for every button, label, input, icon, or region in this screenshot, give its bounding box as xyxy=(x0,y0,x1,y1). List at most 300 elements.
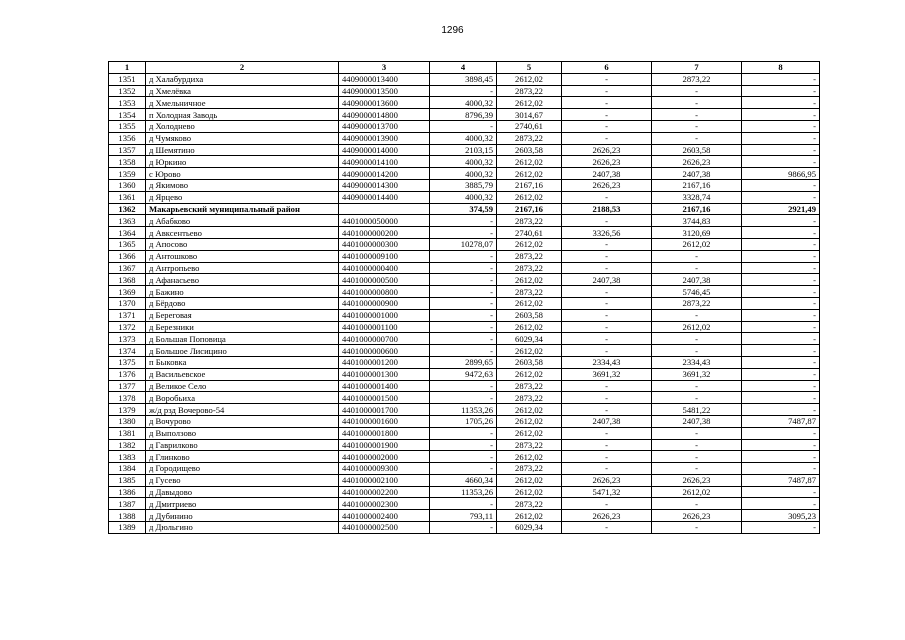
col-6-value: 2626,23 xyxy=(562,156,652,168)
row-number: 1382 xyxy=(109,439,146,451)
col-7-value: - xyxy=(652,498,742,510)
oktmo-code: 4401000001300 xyxy=(339,368,430,380)
col-4-value: - xyxy=(430,427,497,439)
col-8-value: - xyxy=(742,486,820,498)
row-number: 1367 xyxy=(109,262,146,274)
row-number: 1366 xyxy=(109,250,146,262)
col-5-value: 2873,22 xyxy=(497,380,562,392)
col-7-value: 5746,45 xyxy=(652,286,742,298)
col-4-value: - xyxy=(430,297,497,309)
settlement-name: д Береговая xyxy=(146,309,339,321)
col-7-value: 2626,23 xyxy=(652,156,742,168)
settlement-name: д Гусево xyxy=(146,474,339,486)
col-8-value: - xyxy=(742,274,820,286)
col-8-value: - xyxy=(742,427,820,439)
row-number: 1360 xyxy=(109,179,146,191)
col-5-value: 2873,22 xyxy=(497,85,562,97)
column-header: 8 xyxy=(742,62,820,74)
settlement-name: д Абабково xyxy=(146,215,339,227)
table-row xyxy=(109,191,820,203)
col-6-value: 2334,43 xyxy=(562,356,652,368)
column-header: 7 xyxy=(652,62,742,74)
col-8-value: 9866,95 xyxy=(742,168,820,180)
col-4-value: 3898,45 xyxy=(430,73,497,85)
col-8-value: 2921,49 xyxy=(742,203,820,215)
col-4-value: - xyxy=(430,120,497,132)
col-8-value: 7487,87 xyxy=(742,415,820,427)
table-row xyxy=(109,463,820,475)
settlement-name: д Авксентьево xyxy=(146,227,339,239)
oktmo-code: 4401000000800 xyxy=(339,286,430,298)
col-4-value: 4000,32 xyxy=(430,191,497,203)
col-7-value: 2873,22 xyxy=(652,73,742,85)
col-8-value: - xyxy=(742,120,820,132)
table-row xyxy=(109,215,820,227)
col-7-value: - xyxy=(652,522,742,534)
col-7-value: - xyxy=(652,380,742,392)
col-5-value: 2873,22 xyxy=(497,286,562,298)
table-row xyxy=(109,345,820,357)
table-row xyxy=(109,380,820,392)
row-number: 1388 xyxy=(109,510,146,522)
col-6-value: - xyxy=(562,380,652,392)
table-row xyxy=(109,262,820,274)
oktmo-code: 4401000050000 xyxy=(339,215,430,227)
table-row xyxy=(109,498,820,510)
col-8-value: - xyxy=(742,321,820,333)
column-header: 3 xyxy=(339,62,430,74)
col-7-value: 2626,23 xyxy=(652,474,742,486)
col-8-value: - xyxy=(742,286,820,298)
row-number: 1358 xyxy=(109,156,146,168)
col-7-value: 3120,69 xyxy=(652,227,742,239)
settlement-name: д Афанасьево xyxy=(146,274,339,286)
table-row xyxy=(109,415,820,427)
oktmo-code: 4409000014100 xyxy=(339,156,430,168)
col-7-value: 2612,02 xyxy=(652,321,742,333)
settlement-name: д Юркино xyxy=(146,156,339,168)
col-6-value: - xyxy=(562,262,652,274)
col-5-value: 2612,02 xyxy=(497,191,562,203)
tariff-table xyxy=(108,61,820,534)
row-number: 1387 xyxy=(109,498,146,510)
row-number: 1370 xyxy=(109,297,146,309)
col-7-value: - xyxy=(652,120,742,132)
row-number: 1361 xyxy=(109,191,146,203)
settlement-name: д Большое Лисицино xyxy=(146,345,339,357)
col-7-value: 2407,38 xyxy=(652,168,742,180)
settlement-name: д Большая Поповица xyxy=(146,333,339,345)
table-row xyxy=(109,309,820,321)
col-5-value: 2612,02 xyxy=(497,404,562,416)
col-5-value: 6029,34 xyxy=(497,522,562,534)
col-8-value: - xyxy=(742,451,820,463)
settlement-name: д Якимово xyxy=(146,179,339,191)
row-number: 1385 xyxy=(109,474,146,486)
col-8-value: - xyxy=(742,368,820,380)
table-row xyxy=(109,132,820,144)
col-4-value: - xyxy=(430,498,497,510)
col-5-value: 2873,22 xyxy=(497,439,562,451)
col-4-value: 2899,65 xyxy=(430,356,497,368)
col-6-value: - xyxy=(562,439,652,451)
row-number: 1357 xyxy=(109,144,146,156)
col-4-value: 10278,07 xyxy=(430,238,497,250)
col-8-value: - xyxy=(742,392,820,404)
oktmo-code: 4401000001700 xyxy=(339,404,430,416)
oktmo-code: 4401000001600 xyxy=(339,415,430,427)
col-7-value: - xyxy=(652,392,742,404)
col-4-value: - xyxy=(430,345,497,357)
col-6-value: - xyxy=(562,321,652,333)
row-number: 1354 xyxy=(109,109,146,121)
settlement-name: д Выползово xyxy=(146,427,339,439)
col-8-value: - xyxy=(742,191,820,203)
settlement-name: д Воробьиха xyxy=(146,392,339,404)
table-row xyxy=(109,451,820,463)
table-row xyxy=(109,144,820,156)
col-4-value: 4000,32 xyxy=(430,168,497,180)
col-4-value: - xyxy=(430,250,497,262)
col-6-value: - xyxy=(562,250,652,262)
col-6-value: - xyxy=(562,498,652,510)
col-4-value: 4660,34 xyxy=(430,474,497,486)
col-4-value: - xyxy=(430,392,497,404)
row-number: 1351 xyxy=(109,73,146,85)
oktmo-code: 4401000009300 xyxy=(339,463,430,475)
table-row xyxy=(109,238,820,250)
col-5-value: 2612,02 xyxy=(497,238,562,250)
oktmo-code: 4401000002000 xyxy=(339,451,430,463)
column-header: 6 xyxy=(562,62,652,74)
row-number: 1381 xyxy=(109,427,146,439)
col-4-value: 1705,26 xyxy=(430,415,497,427)
col-5-value: 2612,02 xyxy=(497,73,562,85)
col-7-value: 2407,38 xyxy=(652,415,742,427)
col-5-value: 2740,61 xyxy=(497,227,562,239)
col-5-value: 2873,22 xyxy=(497,262,562,274)
col-8-value: - xyxy=(742,73,820,85)
col-4-value: 4000,32 xyxy=(430,132,497,144)
oktmo-code: 4401000009100 xyxy=(339,250,430,262)
col-6-value: - xyxy=(562,427,652,439)
row-number: 1378 xyxy=(109,392,146,404)
oktmo-code: 4409000014200 xyxy=(339,168,430,180)
table-row xyxy=(109,227,820,239)
table-row xyxy=(109,120,820,132)
col-8-value: - xyxy=(742,144,820,156)
col-8-value: - xyxy=(742,522,820,534)
settlement-name: д Бёрдово xyxy=(146,297,339,309)
row-number: 1365 xyxy=(109,238,146,250)
col-7-value: 3744,83 xyxy=(652,215,742,227)
col-4-value: - xyxy=(430,380,497,392)
table-row xyxy=(109,368,820,380)
col-4-value: - xyxy=(430,286,497,298)
col-4-value: 9472,63 xyxy=(430,368,497,380)
col-4-value: - xyxy=(430,451,497,463)
col-6-value: - xyxy=(562,463,652,475)
row-number: 1379 xyxy=(109,404,146,416)
oktmo-code: 4409000014300 xyxy=(339,179,430,191)
col-6-value: - xyxy=(562,215,652,227)
oktmo-code: 4401000002400 xyxy=(339,510,430,522)
settlement-name: д Хмелёвка xyxy=(146,85,339,97)
col-7-value: - xyxy=(652,439,742,451)
col-5-value: 2612,02 xyxy=(497,474,562,486)
row-number: 1368 xyxy=(109,274,146,286)
table-row xyxy=(109,522,820,534)
col-7-value: 2407,38 xyxy=(652,274,742,286)
table-row xyxy=(109,85,820,97)
col-7-value: - xyxy=(652,250,742,262)
col-6-value: 2626,23 xyxy=(562,144,652,156)
col-7-value: 3328,74 xyxy=(652,191,742,203)
col-6-value: - xyxy=(562,109,652,121)
col-4-value: 793,11 xyxy=(430,510,497,522)
col-5-value: 2740,61 xyxy=(497,120,562,132)
table-row xyxy=(109,250,820,262)
settlement-name: д Березники xyxy=(146,321,339,333)
col-6-value: 2407,38 xyxy=(562,274,652,286)
oktmo-code: 4401000001200 xyxy=(339,356,430,368)
col-4-value: 4000,32 xyxy=(430,156,497,168)
col-6-value: - xyxy=(562,120,652,132)
row-number: 1359 xyxy=(109,168,146,180)
col-4-value: 3885,79 xyxy=(430,179,497,191)
col-4-value: - xyxy=(430,262,497,274)
col-7-value: 2873,22 xyxy=(652,297,742,309)
settlement-name: д Бажино xyxy=(146,286,339,298)
settlement-name: д Холоднево xyxy=(146,120,339,132)
col-8-value: - xyxy=(742,227,820,239)
settlement-name: д Ярцево xyxy=(146,191,339,203)
table-row xyxy=(109,392,820,404)
table-header-row xyxy=(109,62,820,74)
settlement-name: д Васильевское xyxy=(146,368,339,380)
oktmo-code: 4409000014400 xyxy=(339,191,430,203)
col-8-value: 3095,23 xyxy=(742,510,820,522)
col-7-value: - xyxy=(652,345,742,357)
col-6-value: 2626,23 xyxy=(562,179,652,191)
col-8-value: - xyxy=(742,109,820,121)
table-row xyxy=(109,73,820,85)
col-5-value: 2873,22 xyxy=(497,132,562,144)
col-5-value: 2603,58 xyxy=(497,309,562,321)
row-number: 1369 xyxy=(109,286,146,298)
table-row xyxy=(109,156,820,168)
row-number: 1386 xyxy=(109,486,146,498)
row-number: 1362 xyxy=(109,203,146,215)
col-5-value: 2612,02 xyxy=(497,345,562,357)
col-6-value: - xyxy=(562,286,652,298)
col-5-value: 2167,16 xyxy=(497,179,562,191)
col-4-value: - xyxy=(430,522,497,534)
settlement-name: д Вочурово xyxy=(146,415,339,427)
col-8-value: - xyxy=(742,97,820,109)
table-row xyxy=(109,404,820,416)
col-8-value: - xyxy=(742,179,820,191)
oktmo-code: 4401000001400 xyxy=(339,380,430,392)
col-6-value: 2626,23 xyxy=(562,474,652,486)
oktmo-code: 4401000002300 xyxy=(339,498,430,510)
settlement-name: с Юрово xyxy=(146,168,339,180)
col-4-value: - xyxy=(430,274,497,286)
col-7-value: - xyxy=(652,309,742,321)
col-5-value: 6029,34 xyxy=(497,333,562,345)
oktmo-code: 4401000000500 xyxy=(339,274,430,286)
column-header: 4 xyxy=(430,62,497,74)
col-8-value: - xyxy=(742,215,820,227)
col-7-value: 5481,22 xyxy=(652,404,742,416)
oktmo-code: 4409000013600 xyxy=(339,97,430,109)
table-body xyxy=(109,62,820,534)
settlement-name: ж/д рзд Вочерово-54 xyxy=(146,404,339,416)
col-6-value: - xyxy=(562,309,652,321)
col-8-value: - xyxy=(742,297,820,309)
col-8-value: - xyxy=(742,345,820,357)
oktmo-code: 4401000002100 xyxy=(339,474,430,486)
col-5-value: 2612,02 xyxy=(497,486,562,498)
col-5-value: 2612,02 xyxy=(497,156,562,168)
col-7-value: - xyxy=(652,333,742,345)
col-7-value: 3691,32 xyxy=(652,368,742,380)
column-header: 2 xyxy=(146,62,339,74)
settlement-name: д Городищево xyxy=(146,463,339,475)
settlement-name: д Дюльгино xyxy=(146,522,339,534)
table-row xyxy=(109,333,820,345)
page-number: 1296 xyxy=(441,25,464,36)
table-row xyxy=(109,474,820,486)
oktmo-code: 4409000013400 xyxy=(339,73,430,85)
settlement-name: д Хмельничное xyxy=(146,97,339,109)
col-7-value: - xyxy=(652,109,742,121)
col-8-value: - xyxy=(742,380,820,392)
col-8-value: - xyxy=(742,262,820,274)
col-8-value: 7487,87 xyxy=(742,474,820,486)
col-4-value: - xyxy=(430,321,497,333)
col-5-value: 2612,02 xyxy=(497,321,562,333)
col-6-value: - xyxy=(562,73,652,85)
col-4-value: 11353,26 xyxy=(430,404,497,416)
col-5-value: 2612,02 xyxy=(497,427,562,439)
col-8-value: - xyxy=(742,309,820,321)
oktmo-code: 4409000013900 xyxy=(339,132,430,144)
col-5-value: 2612,02 xyxy=(497,297,562,309)
col-5-value: 2612,02 xyxy=(497,368,562,380)
oktmo-code: 4401000000300 xyxy=(339,238,430,250)
col-7-value: - xyxy=(652,85,742,97)
table-row xyxy=(109,427,820,439)
col-4-value: 374,59 xyxy=(430,203,497,215)
col-8-value: - xyxy=(742,404,820,416)
settlement-name: д Гаврилково xyxy=(146,439,339,451)
oktmo-code xyxy=(339,203,430,215)
oktmo-code: 4401000001100 xyxy=(339,321,430,333)
col-4-value: - xyxy=(430,309,497,321)
col-7-value: 2167,16 xyxy=(652,203,742,215)
col-4-value: 11353,26 xyxy=(430,486,497,498)
col-6-value: - xyxy=(562,297,652,309)
col-7-value: 2167,16 xyxy=(652,179,742,191)
col-6-value: 3691,32 xyxy=(562,368,652,380)
col-4-value: 4000,32 xyxy=(430,97,497,109)
col-6-value: 3326,56 xyxy=(562,227,652,239)
column-header: 5 xyxy=(497,62,562,74)
col-8-value: - xyxy=(742,132,820,144)
col-6-value: - xyxy=(562,132,652,144)
col-8-value: - xyxy=(742,356,820,368)
col-7-value: 2603,58 xyxy=(652,144,742,156)
table-row xyxy=(109,168,820,180)
col-6-value: - xyxy=(562,238,652,250)
col-5-value: 2873,22 xyxy=(497,250,562,262)
col-7-value: - xyxy=(652,97,742,109)
col-5-value: 3014,67 xyxy=(497,109,562,121)
col-8-value: - xyxy=(742,498,820,510)
row-number: 1372 xyxy=(109,321,146,333)
col-6-value: 2626,23 xyxy=(562,510,652,522)
col-6-value: - xyxy=(562,191,652,203)
col-5-value: 2612,02 xyxy=(497,274,562,286)
settlement-name: д Антропьево xyxy=(146,262,339,274)
col-8-value: - xyxy=(742,238,820,250)
oktmo-code: 4401000000200 xyxy=(339,227,430,239)
oktmo-code: 4401000000400 xyxy=(339,262,430,274)
table-row xyxy=(109,203,820,215)
col-4-value: - xyxy=(430,333,497,345)
oktmo-code: 4401000001000 xyxy=(339,309,430,321)
table-row xyxy=(109,510,820,522)
settlement-name: д Дмитриево xyxy=(146,498,339,510)
col-5-value: 2612,02 xyxy=(497,97,562,109)
col-8-value: - xyxy=(742,156,820,168)
col-5-value: 2603,58 xyxy=(497,356,562,368)
col-6-value: - xyxy=(562,333,652,345)
col-5-value: 2612,02 xyxy=(497,168,562,180)
table-row xyxy=(109,321,820,333)
table-row xyxy=(109,97,820,109)
row-number: 1364 xyxy=(109,227,146,239)
oktmo-code: 4409000014000 xyxy=(339,144,430,156)
col-5-value: 2612,02 xyxy=(497,510,562,522)
oktmo-code: 4401000001500 xyxy=(339,392,430,404)
row-number: 1383 xyxy=(109,451,146,463)
row-number: 1376 xyxy=(109,368,146,380)
col-7-value: 2334,43 xyxy=(652,356,742,368)
col-6-value: - xyxy=(562,451,652,463)
col-8-value: - xyxy=(742,250,820,262)
col-6-value: 2407,38 xyxy=(562,168,652,180)
oktmo-code: 4401000002500 xyxy=(339,522,430,534)
oktmo-code: 4401000001900 xyxy=(339,439,430,451)
table-row xyxy=(109,286,820,298)
col-7-value: 2612,02 xyxy=(652,238,742,250)
row-number: 1352 xyxy=(109,85,146,97)
col-6-value: - xyxy=(562,392,652,404)
col-4-value: - xyxy=(430,439,497,451)
col-5-value: 2603,58 xyxy=(497,144,562,156)
row-number: 1389 xyxy=(109,522,146,534)
col-4-value: 8796,39 xyxy=(430,109,497,121)
row-number: 1363 xyxy=(109,215,146,227)
table-row xyxy=(109,274,820,286)
column-header: 1 xyxy=(109,62,146,74)
col-7-value: 2612,02 xyxy=(652,486,742,498)
col-6-value: 2188,53 xyxy=(562,203,652,215)
table-row xyxy=(109,297,820,309)
col-6-value: - xyxy=(562,404,652,416)
